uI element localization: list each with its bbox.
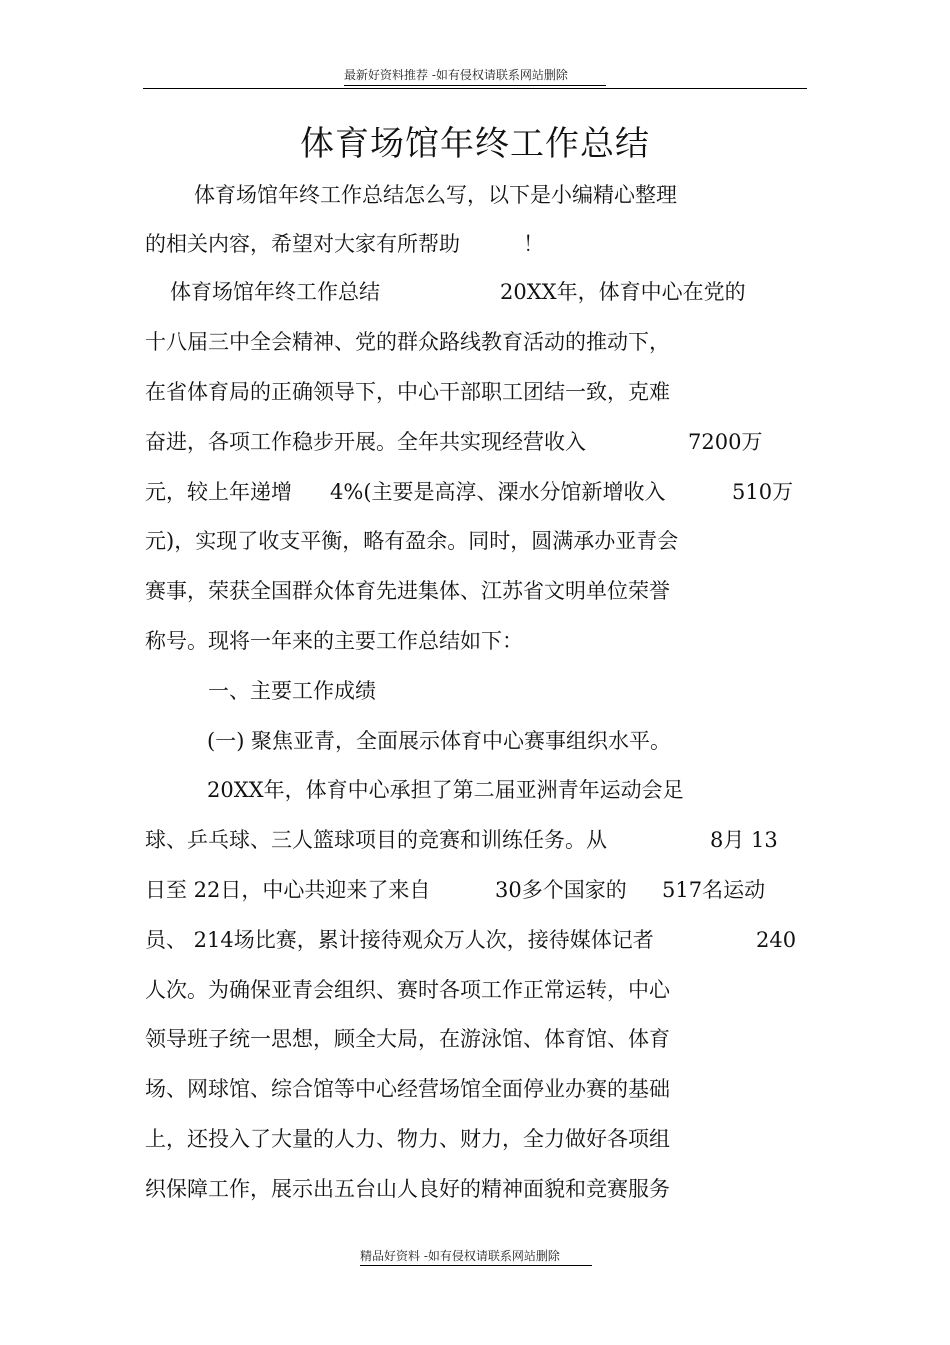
line-text: 240 bbox=[756, 928, 797, 952]
body-line bbox=[0, 825, 950, 855]
body-line bbox=[0, 1024, 950, 1054]
body-line bbox=[0, 327, 950, 357]
body-line bbox=[0, 229, 950, 259]
header-underline bbox=[344, 85, 606, 86]
body-line bbox=[0, 526, 950, 556]
line-text: 在省体育局的正确领导下，中心干部职工团结一致，克难 bbox=[145, 380, 670, 404]
line-text: 员、 214场比赛，累计接待观众万人次，接待媒体记者 bbox=[145, 928, 654, 952]
line-text: 人次。为确保亚青会组织、赛时各项工作正常运转，中心 bbox=[145, 978, 670, 1002]
body-line bbox=[0, 477, 950, 507]
body-line bbox=[0, 975, 950, 1005]
line-text: 8月 13 bbox=[710, 828, 778, 852]
line-text: 一、主要工作成绩 bbox=[208, 679, 376, 703]
footer-underline bbox=[360, 1265, 592, 1266]
line-text: 十八届三中全会精神、党的群众路线教育活动的推动下， bbox=[145, 330, 670, 354]
line-text: 领导班子统一思想，顾全大局，在游泳馆、体育馆、体育 bbox=[145, 1027, 670, 1051]
subsection-heading bbox=[0, 726, 950, 756]
line-text: 体育场馆年终工作总结怎么写，以下是小编精心整理 bbox=[194, 183, 677, 207]
body-line bbox=[0, 626, 950, 656]
line-text: (一) 聚焦亚青，全面展示体育中心赛事组织水平。 bbox=[207, 729, 672, 753]
body-line bbox=[0, 1124, 950, 1154]
line-text: ！ bbox=[523, 232, 544, 256]
line-text: 30多个国家的 bbox=[495, 878, 627, 902]
line-text: 4%(主要是高淳、溧水分馆新增收入 bbox=[330, 480, 666, 504]
document-title: 体育场馆年终工作总结 bbox=[300, 124, 650, 164]
line-text: 20XX年，体育中心在党的 bbox=[500, 280, 746, 304]
body-line bbox=[0, 875, 950, 905]
body-line bbox=[0, 277, 950, 307]
header-notice: 最新好资料推荐 -如有侵权请联系网站删除 bbox=[344, 68, 568, 82]
line-text: 上，还投入了大量的人力、物力、财力，全力做好各项组 bbox=[145, 1127, 670, 1151]
footer-notice: 精品好资料 -如有侵权请联系网站删除 bbox=[360, 1249, 560, 1263]
line-text: 7200万 bbox=[688, 430, 763, 454]
body-line bbox=[0, 427, 950, 457]
line-text: 的相关内容，希望对大家有所帮助 bbox=[145, 232, 460, 256]
line-text: 称号。现将一年来的主要工作总结如下： bbox=[145, 629, 523, 653]
line-text: 球、乒乓球、三人篮球项目的竞赛和训练任务。从 bbox=[145, 828, 607, 852]
line-text: 织保障工作，展示出五台山人良好的精神面貌和竞赛服务 bbox=[145, 1177, 670, 1201]
line-text: 517名运动 bbox=[662, 878, 766, 902]
line-text: 元)，实现了收支平衡，略有盈余。同时，圆满承办亚青会 bbox=[145, 529, 679, 553]
section-heading bbox=[0, 676, 950, 706]
line-text: 赛事，荣获全国群众体育先进集体、江苏省文明单位荣誉 bbox=[145, 579, 670, 603]
line-text: 元，较上年递增 bbox=[145, 480, 292, 504]
body-line bbox=[0, 775, 950, 805]
body-line bbox=[0, 925, 950, 955]
line-text: 奋进，各项工作稳步开展。全年共实现经营收入 bbox=[145, 430, 586, 454]
body-line bbox=[0, 1074, 950, 1104]
body-line bbox=[0, 180, 950, 210]
line-text: 20XX年，体育中心承担了第二届亚洲青年运动会足 bbox=[207, 778, 684, 802]
body-line bbox=[0, 576, 950, 606]
line-text: 510万 bbox=[732, 480, 794, 504]
body-line bbox=[0, 377, 950, 407]
line-text: 体育场馆年终工作总结 bbox=[170, 280, 380, 304]
body-line bbox=[0, 1174, 950, 1204]
line-text: 场、网球馆、综合馆等中心经营场馆全面停业办赛的基础 bbox=[145, 1077, 670, 1101]
line-text: 日至 22日，中心共迎来了来自 bbox=[145, 878, 431, 902]
header-rule bbox=[143, 88, 807, 89]
